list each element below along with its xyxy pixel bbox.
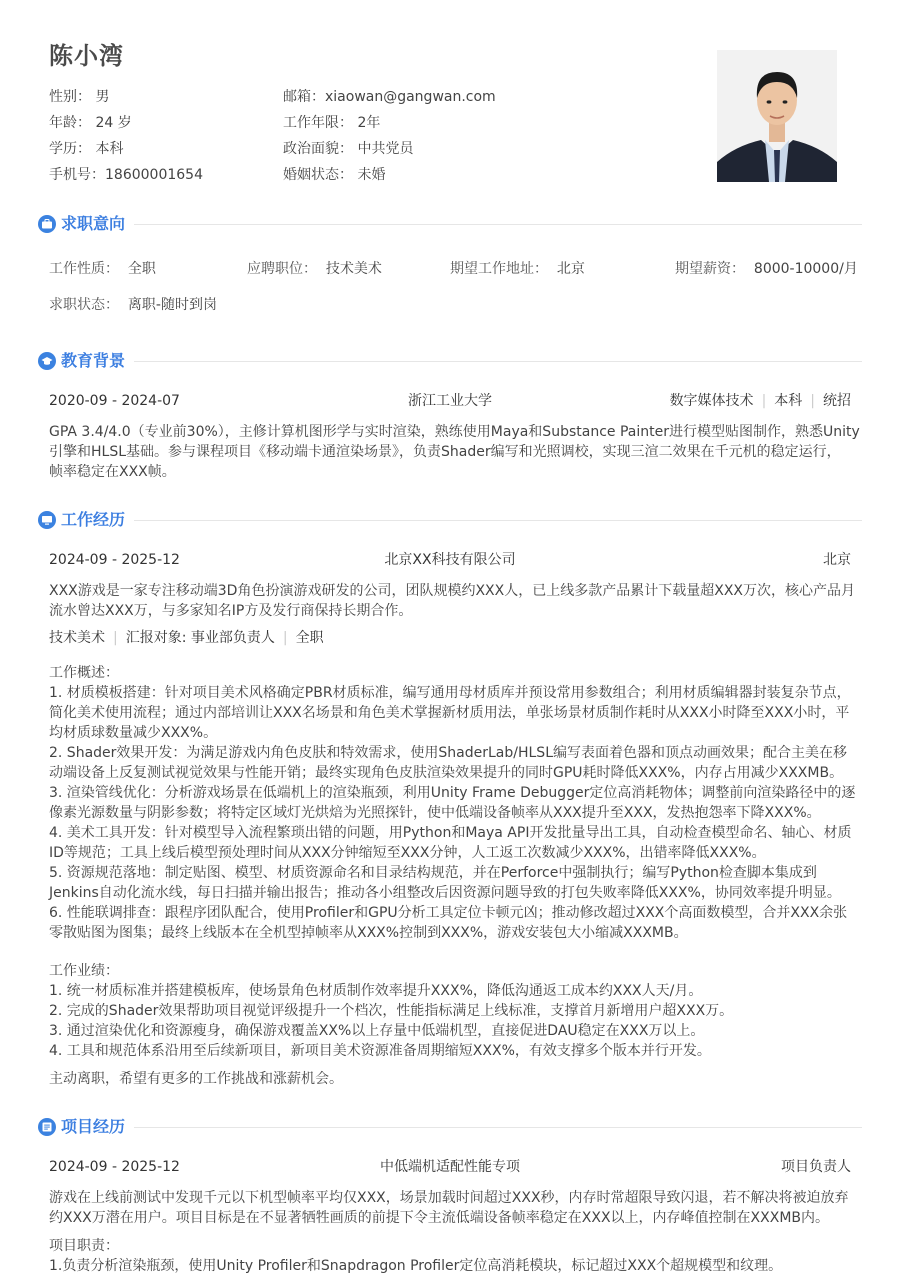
resume-header xyxy=(49,38,869,188)
intent-type: 工作性质： 全职 xyxy=(49,261,156,277)
marital-status: 婚姻状态： 未婚 xyxy=(283,167,386,183)
graduation-cap-icon xyxy=(38,352,56,370)
section-title-project: 项目经历 xyxy=(61,1117,126,1136)
basic-info xyxy=(49,84,689,188)
divider xyxy=(134,520,862,521)
education-school: 浙江工业大学 xyxy=(408,393,492,409)
age: 年龄： 24 岁 xyxy=(49,115,132,131)
section-title-work: 工作经历 xyxy=(61,510,126,529)
project-duties: 项目职责： 1.负责分析渲染瓶颈，使用Unity Profiler和Snapdragon Profiler定位高消耗模块，标记超过XXX个超规模型和纹理。 xyxy=(49,1236,859,1275)
section-title-intent: 求职意向 xyxy=(61,214,126,233)
project-period: 2024-09 - 2025-12 xyxy=(49,1159,180,1175)
intent-location: 期望工作地址： 北京 xyxy=(450,261,585,277)
work-period: 2024-09 - 2025-12 xyxy=(49,552,180,568)
work-role: 技术美术 | 汇报对象: 事业部负责人 | 全职 xyxy=(49,630,324,646)
monitor-icon xyxy=(38,511,56,529)
section-title-education: 教育背景 xyxy=(61,351,126,370)
project-name: 中低端机适配性能专项 xyxy=(380,1159,520,1175)
section-intent xyxy=(38,212,862,236)
work-leave-reason: 主动离职，希望有更多的工作挑战和涨薪机会。 xyxy=(49,1071,343,1087)
briefcase-icon xyxy=(38,215,56,233)
section-education xyxy=(38,349,862,373)
political-status: 政治面貌： 中共党员 xyxy=(283,141,414,157)
divider xyxy=(134,224,862,225)
intent-status: 求职状态： 离职-随时到岗 xyxy=(49,297,217,313)
list-icon xyxy=(38,1118,56,1136)
duty-title: 项目职责： xyxy=(49,1238,119,1254)
work-header-row xyxy=(49,549,851,571)
work-city: 北京 xyxy=(823,552,851,568)
divider xyxy=(134,1127,862,1128)
intent-salary: 期望薪资： 8000-10000/月 xyxy=(675,261,858,277)
overview-title: 工作概述： xyxy=(49,665,119,681)
education-level: 学历： 本科 xyxy=(49,141,124,157)
intent-position: 应聘职位： 技术美术 xyxy=(247,261,382,277)
education-header-row xyxy=(49,390,851,412)
divider xyxy=(134,361,862,362)
profile-photo xyxy=(717,50,837,182)
achievement-title: 工作业绩： xyxy=(49,963,119,979)
phone: 手机号：18600001654 xyxy=(49,167,203,183)
project-header-row xyxy=(49,1156,851,1178)
education-meta: 数字媒体技术 | 本科 | 统招 xyxy=(669,393,851,409)
candidate-name: 陈小湾 xyxy=(49,42,124,70)
education-period: 2020-09 - 2024-07 xyxy=(49,393,180,409)
experience-years: 工作年限： 2年 xyxy=(283,115,381,131)
section-project xyxy=(38,1115,862,1139)
project-description: 游戏在上线前测试中发现千元以下机型帧率平均仅XXX，场景加载时间超过XXX秒，内存时常超限导致闪退，若不解决将被迫放弃 约XXX万潜在用户。项目目标是在不显著牺牲画质的前提下令主流低端设备帧率稳定在XXX以上，内存峰值控制在XXXMB内。 xyxy=(49,1190,849,1226)
education-description: GPA 3.4/4.0（专业前30%），主修计算机图形学与实时渲染，熟练使用Maya和Substance Painter进行模型贴图制作，熟悉Unity 引擎和HLSL基础。参与课程项目《移动端卡通渲染场景》，负责Shader编写和光照调校，实现三渲二效果在千元机的稳定运行， 帧率稳定在XXX帧。 xyxy=(49,424,860,480)
project-role: 项目负责人 xyxy=(781,1159,851,1175)
work-company: 北京XX科技有限公司 xyxy=(384,552,516,568)
section-work xyxy=(38,508,862,532)
work-role-row xyxy=(49,627,851,649)
work-achievements: 工作业绩： 1. 统一材质标准并搭建模板库，使场景角色材质制作效率提升XXX%，降低沟通返工成本约XXX人天/月。 2. 完成的Shader效果帮助项目视觉评级提升一个档次，性能指标满足上线标准，支撑首月新增用户超XXX万。 3. 通过渲染优化和资源瘦身，确保游戏覆盖XX%以上存量中低端机型，直接促进DAU稳定在XXX万以上。 4. 工具和规范体系沿用至后续新项目，新项目美术资源准备周期缩短XXX%，有效支撑多个版本并行开发。 xyxy=(49,961,859,1061)
email: 邮箱：xiaowan@gangwan.com xyxy=(283,89,496,105)
gender: 性别： 男 xyxy=(49,89,110,105)
work-overview: 工作概述： 1. 材质模板搭建：针对项目美术风格确定PBR材质标准，编写通用母材质库并预设常用参数组合；利用材质编辑器封装复杂节点， 简化美术使用流程；通过内部培训让XXX名场景和角色美术掌握新材质用法，单张场景材质制作耗时从XXX小时降至XXX小时，平 均材质球数量减少XXX%。 2. Shader效果开发：为满足游戏内角色皮肤和特效需求，使用ShaderLab/HLSL编写表面着色器和顶点动画效果；配合主美在移 动端设备上反复测试视觉效果与性能开销；最终实现角色皮肤渲染效果提升的同时GPU耗时降低XXX%，内存占用减少XXXMB。 3. 渲染管线优化：分析游戏场景在低端机上的渲染瓶颈，利用Unity Frame Debugger定位高消耗物体；调整前向渲染路径中的逐 像素光源数量与阴影参数；将特定区域灯光烘焙为光照探针，使中低端设备帧率从XXX提升至XXX，发热抱怨率下降XXX%。 4. 美术工具开发：针对模型导入流程繁琐出错的问题，用Python和Maya API开发批量导出工具，自动检查模型命名、轴心、材质 ID等规范；工具上线后模型预处理时间从XXX分钟缩短至XXX分钟，人工返工次数减少XXX%，出错率降低XXX%。 5. 资源规范落地：制定贴图、模型、材质资源命名和目录结构规范，并在Perforce中强制执行；编写Python检查脚本集成到 Jenkins自动化流水线，每日扫描并输出报告；推动各小组整改后因资源问题导致的打包失败率降低XXX%，协同效率提升明显。 6. 性能联调排查：跟程序团队配合，使用Profiler和GPU分析工具定位卡顿元凶；推动修改超过XXX个高面数模型，合并XXX余张 零散贴图为图集；最终上线版本在全机型掉帧率从XXX%控制到XXX%，游戏安装包大小缩减XXXMB。 xyxy=(49,663,859,943)
work-company-intro: XXX游戏是一家专注移动端3D角色扮演游戏研发的公司，团队规模约XXX人，已上线多款产品累计下载量超XXX万次，核心产品月 流水曾达XXX万，与多家知名IP方及发行商保持长期合作。 xyxy=(49,583,856,619)
